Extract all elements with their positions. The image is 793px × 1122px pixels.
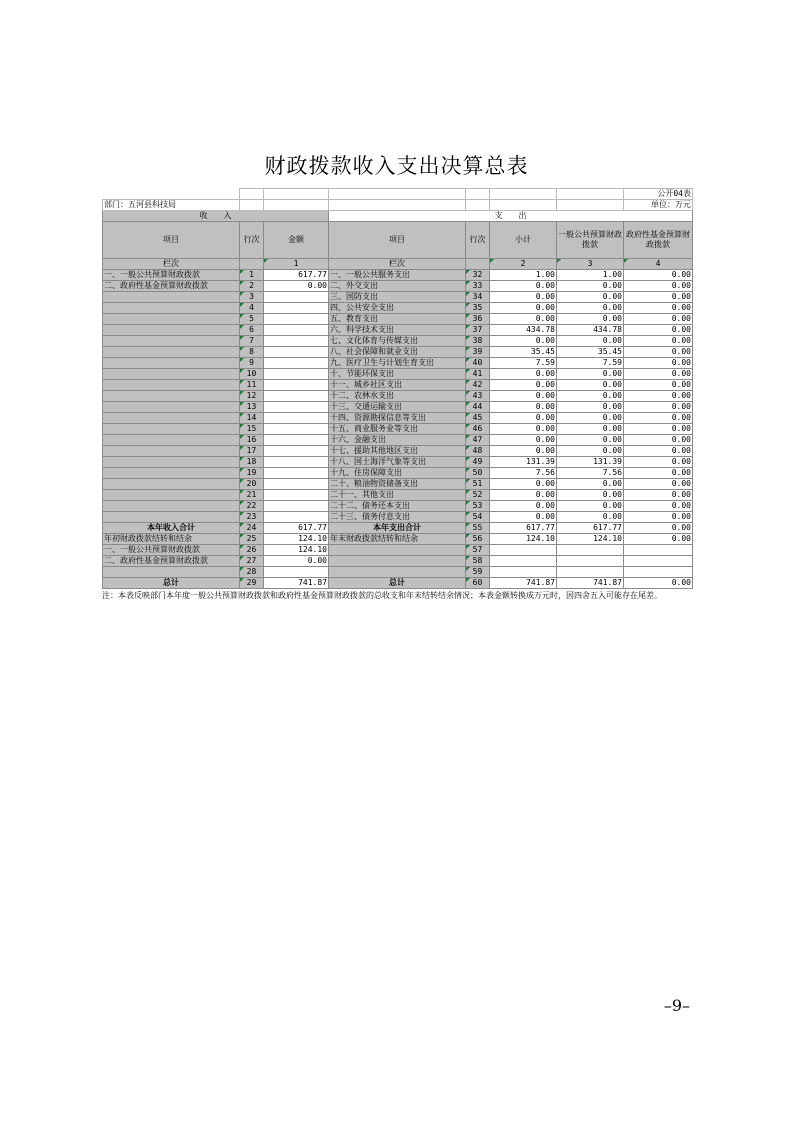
- expense-item: 七、文化体育与传媒支出: [329, 336, 466, 347]
- table-row: [103, 435, 693, 446]
- expense-subtotal: 7.59: [490, 358, 557, 369]
- expense-item: 二十一、其他支出: [329, 490, 466, 501]
- expense-general-budget: 0.00: [557, 336, 624, 347]
- header-subtotal: 小计: [490, 222, 557, 259]
- expense-line-no: 35: [466, 303, 490, 314]
- table-row: [103, 479, 693, 490]
- table-row: [103, 490, 693, 501]
- expense-general-budget: 0.00: [557, 380, 624, 391]
- expense-line-no: 45: [466, 413, 490, 424]
- expense-item: 本年支出合计: [329, 523, 466, 534]
- expense-item: 十三、交通运输支出: [329, 402, 466, 413]
- table-row: [103, 413, 693, 424]
- expense-item: 十六、金融支出: [329, 435, 466, 446]
- income-amount: [264, 413, 329, 424]
- income-line-no: 4: [240, 303, 264, 314]
- income-item: [103, 402, 240, 413]
- income-item: 年初财政拨款结转和结余: [103, 534, 240, 545]
- expense-line-no: 54: [466, 512, 490, 523]
- table-row: [103, 402, 693, 413]
- expense-line-no: 34: [466, 292, 490, 303]
- expense-general-budget: 0.00: [557, 369, 624, 380]
- expense-subtotal: 0.00: [490, 490, 557, 501]
- expense-item: 二十二、债务还本支出: [329, 501, 466, 512]
- expense-subtotal: 0.00: [490, 424, 557, 435]
- income-item: [103, 457, 240, 468]
- expense-line-no: 60: [466, 578, 490, 589]
- expense-line-no: 44: [466, 402, 490, 413]
- expense-line-no: 59: [466, 567, 490, 578]
- col-index-3: 3: [557, 259, 624, 270]
- income-amount: [264, 358, 329, 369]
- income-amount: [264, 567, 329, 578]
- expense-general-budget: 0.00: [557, 402, 624, 413]
- expense-gov-fund: 0.00: [624, 512, 693, 523]
- income-amount: [264, 457, 329, 468]
- col-index-label: 栏次: [103, 259, 240, 270]
- expense-general-budget: 0.00: [557, 512, 624, 523]
- income-amount: 741.87: [264, 578, 329, 589]
- carryover-row: [103, 567, 693, 578]
- expense-line-no: 43: [466, 391, 490, 402]
- expense-gov-fund: 0.00: [624, 424, 693, 435]
- income-item: [103, 413, 240, 424]
- income-item: [103, 479, 240, 490]
- income-amount: 124.10: [264, 545, 329, 556]
- table-row: [103, 380, 693, 391]
- table-row: [103, 292, 693, 303]
- income-line-no: 1: [240, 270, 264, 281]
- expense-gov-fund: 0.00: [624, 281, 693, 292]
- expense-gov-fund: 0.00: [624, 468, 693, 479]
- income-line-no: 16: [240, 435, 264, 446]
- expense-gov-fund: 0.00: [624, 523, 693, 534]
- expense-item: 十五、商业服务业等支出: [329, 424, 466, 435]
- expense-general-budget: [557, 545, 624, 556]
- expense-item: 十七、援助其他地区支出: [329, 446, 466, 457]
- income-amount: [264, 292, 329, 303]
- table-row: [103, 424, 693, 435]
- unit-label: 单位：万元: [624, 200, 693, 211]
- expense-general-budget: 0.00: [557, 303, 624, 314]
- header-general-budget: 一般公共预算财政拨款: [557, 222, 624, 259]
- income-item: 二、政府性基金预算财政拨款: [103, 281, 240, 292]
- department-label: 部门：五河县科技局: [103, 200, 240, 211]
- income-item: [103, 567, 240, 578]
- expense-line-no: 33: [466, 281, 490, 292]
- expense-general-budget: 0.00: [557, 314, 624, 325]
- income-amount: [264, 512, 329, 523]
- income-line-no: 3: [240, 292, 264, 303]
- table-row: [103, 512, 693, 523]
- expense-general-budget: 741.87: [557, 578, 624, 589]
- expense-subtotal: 124.10: [490, 534, 557, 545]
- income-line-no: 11: [240, 380, 264, 391]
- header-item: 项目: [103, 222, 240, 259]
- income-line-no: 15: [240, 424, 264, 435]
- expense-line-no: 47: [466, 435, 490, 446]
- income-amount: [264, 490, 329, 501]
- expense-item: 总计: [329, 578, 466, 589]
- expense-subtotal: 7.56: [490, 468, 557, 479]
- income-item: [103, 325, 240, 336]
- expense-item: 四、公共安全支出: [329, 303, 466, 314]
- income-amount: [264, 501, 329, 512]
- expense-gov-fund: 0.00: [624, 457, 693, 468]
- carryover-row: [103, 556, 693, 567]
- header-gov-fund: 政府性基金预算财政拨款: [624, 222, 693, 259]
- expense-subtotal: [490, 556, 557, 567]
- expense-subtotal: 0.00: [490, 314, 557, 325]
- expense-item: 一、一般公共服务支出: [329, 270, 466, 281]
- income-item: [103, 347, 240, 358]
- income-line-no: 21: [240, 490, 264, 501]
- expense-subtotal: 0.00: [490, 446, 557, 457]
- expense-general-budget: 0.00: [557, 391, 624, 402]
- expense-gov-fund: 0.00: [624, 347, 693, 358]
- expense-general-budget: 131.39: [557, 457, 624, 468]
- income-line-no: 8: [240, 347, 264, 358]
- carryover-row: [103, 545, 693, 556]
- expense-gov-fund: 0.00: [624, 292, 693, 303]
- income-line-no: 14: [240, 413, 264, 424]
- expense-general-budget: 0.00: [557, 435, 624, 446]
- income-amount: 617.77: [264, 523, 329, 534]
- expense-general-budget: 124.10: [557, 534, 624, 545]
- expense-line-no: 48: [466, 446, 490, 457]
- expense-line-no: 32: [466, 270, 490, 281]
- expense-gov-fund: 0.00: [624, 534, 693, 545]
- budget-table-sheet: [102, 188, 692, 589]
- income-line-no: 17: [240, 446, 264, 457]
- expense-gov-fund: 0.00: [624, 314, 693, 325]
- expense-line-no: 56: [466, 534, 490, 545]
- expense-item: 三、国防支出: [329, 292, 466, 303]
- income-item: [103, 358, 240, 369]
- income-line-no: 13: [240, 402, 264, 413]
- expense-general-budget: 0.00: [557, 490, 624, 501]
- expense-gov-fund: 0.00: [624, 369, 693, 380]
- expense-line-no: 53: [466, 501, 490, 512]
- expense-line-no: 52: [466, 490, 490, 501]
- expense-line-no: 42: [466, 380, 490, 391]
- page-number: –9–: [663, 996, 690, 1015]
- expense-general-budget: 0.00: [557, 413, 624, 424]
- expense-general-budget: 35.45: [557, 347, 624, 358]
- section-header-row: [103, 211, 693, 222]
- income-amount: [264, 435, 329, 446]
- income-line-no: 24: [240, 523, 264, 534]
- expense-general-budget: 0.00: [557, 424, 624, 435]
- table-row: [103, 501, 693, 512]
- income-item: [103, 292, 240, 303]
- expense-item: 五、教育支出: [329, 314, 466, 325]
- col-index-label-2: 栏次: [329, 259, 466, 270]
- expense-gov-fund: 0.00: [624, 446, 693, 457]
- income-line-no: 18: [240, 457, 264, 468]
- income-amount: [264, 446, 329, 457]
- income-item: [103, 314, 240, 325]
- income-line-no: 22: [240, 501, 264, 512]
- expense-subtotal: 1.00: [490, 270, 557, 281]
- income-line-no: 12: [240, 391, 264, 402]
- income-line-no: 5: [240, 314, 264, 325]
- income-line-no: 27: [240, 556, 264, 567]
- expense-general-budget: 0.00: [557, 446, 624, 457]
- expense-gov-fund: 0.00: [624, 490, 693, 501]
- expense-section-header: 支 出: [329, 211, 693, 222]
- expense-subtotal: 0.00: [490, 391, 557, 402]
- expense-line-no: 40: [466, 358, 490, 369]
- department-row: [103, 200, 693, 211]
- table-row: [103, 446, 693, 457]
- expense-line-no: 55: [466, 523, 490, 534]
- expense-subtotal: [490, 567, 557, 578]
- expense-line-no: 46: [466, 424, 490, 435]
- expense-gov-fund: 0.00: [624, 380, 693, 391]
- table-row: [103, 270, 693, 281]
- expense-gov-fund: 0.00: [624, 336, 693, 347]
- header-amount: 金额: [264, 222, 329, 259]
- income-item: [103, 391, 240, 402]
- expense-gov-fund: [624, 567, 693, 578]
- expense-subtotal: 0.00: [490, 292, 557, 303]
- income-item: [103, 424, 240, 435]
- expense-general-budget: 617.77: [557, 523, 624, 534]
- expense-line-no: 58: [466, 556, 490, 567]
- income-line-no: 29: [240, 578, 264, 589]
- expense-gov-fund: 0.00: [624, 358, 693, 369]
- income-line-no: 10: [240, 369, 264, 380]
- expense-line-no: 49: [466, 457, 490, 468]
- carryover-row: [103, 534, 693, 545]
- expense-line-no: 39: [466, 347, 490, 358]
- income-item: 总计: [103, 578, 240, 589]
- income-line-no: 20: [240, 479, 264, 490]
- expense-item: 年末财政拨款结转和结余: [329, 534, 466, 545]
- expense-subtotal: 434.78: [490, 325, 557, 336]
- expense-gov-fund: 0.00: [624, 270, 693, 281]
- income-amount: 0.00: [264, 556, 329, 567]
- income-amount: [264, 369, 329, 380]
- expense-gov-fund: 0.00: [624, 435, 693, 446]
- income-amount: [264, 380, 329, 391]
- expense-item: 十九、住房保障支出: [329, 468, 466, 479]
- form-number: 公开04表: [624, 189, 693, 200]
- expense-gov-fund: 0.00: [624, 325, 693, 336]
- income-item: [103, 369, 240, 380]
- income-amount: [264, 336, 329, 347]
- col-index-4: 4: [624, 259, 693, 270]
- expense-gov-fund: [624, 545, 693, 556]
- income-amount: [264, 314, 329, 325]
- expense-item: [329, 556, 466, 567]
- table-row: [103, 369, 693, 380]
- income-amount: [264, 303, 329, 314]
- income-amount: [264, 391, 329, 402]
- income-item: [103, 380, 240, 391]
- income-item: 二、政府性基金预算财政拨款: [103, 556, 240, 567]
- expense-line-no: 38: [466, 336, 490, 347]
- income-item: 本年收入合计: [103, 523, 240, 534]
- income-amount: [264, 325, 329, 336]
- table-row: [103, 391, 693, 402]
- expense-subtotal: 0.00: [490, 380, 557, 391]
- income-line-no: 26: [240, 545, 264, 556]
- expense-subtotal: 0.00: [490, 336, 557, 347]
- expense-item: 十、节能环保支出: [329, 369, 466, 380]
- col-index-2: 2: [490, 259, 557, 270]
- income-line-no: 9: [240, 358, 264, 369]
- expense-gov-fund: 0.00: [624, 501, 693, 512]
- expense-gov-fund: [624, 556, 693, 567]
- column-index-row: [103, 259, 693, 270]
- page-title: 财政拨款收入支出决算总表: [264, 154, 529, 178]
- income-item: 一、一般公共预算财政拨款: [103, 545, 240, 556]
- expense-subtotal: 0.00: [490, 402, 557, 413]
- table-row: [103, 347, 693, 358]
- income-item: [103, 490, 240, 501]
- expense-subtotal: 0.00: [490, 369, 557, 380]
- expense-subtotal: 741.87: [490, 578, 557, 589]
- table-note: 注：本表反映部门本年度一般公共预算财政拨款和政府性基金预算财政拨款的总收支和年末结转结余情况；本表金额转换成万元时，因四舍五入可能存在尾差。: [102, 591, 662, 600]
- expense-general-budget: 7.56: [557, 468, 624, 479]
- col-index-1: 1: [264, 259, 329, 270]
- column-header-row: [103, 222, 693, 259]
- expense-line-no: 41: [466, 369, 490, 380]
- expense-general-budget: 0.00: [557, 281, 624, 292]
- income-amount: [264, 402, 329, 413]
- table-row: [103, 314, 693, 325]
- header-line: 行次: [240, 222, 264, 259]
- income-amount: [264, 468, 329, 479]
- expense-general-budget: 434.78: [557, 325, 624, 336]
- income-amount: 124.10: [264, 534, 329, 545]
- expense-line-no: 37: [466, 325, 490, 336]
- expense-gov-fund: 0.00: [624, 402, 693, 413]
- expense-line-no: 50: [466, 468, 490, 479]
- expense-item: [329, 545, 466, 556]
- expense-item: 九、医疗卫生与计划生育支出: [329, 358, 466, 369]
- expense-general-budget: 7.59: [557, 358, 624, 369]
- expense-line-no: 57: [466, 545, 490, 556]
- income-item: [103, 435, 240, 446]
- expense-subtotal: 131.39: [490, 457, 557, 468]
- form-number-row: [103, 189, 693, 200]
- income-item: [103, 512, 240, 523]
- expense-item: 二十三、债务付息支出: [329, 512, 466, 523]
- expense-general-budget: 0.00: [557, 479, 624, 490]
- expense-subtotal: 0.00: [490, 479, 557, 490]
- expense-subtotal: 0.00: [490, 512, 557, 523]
- expense-subtotal: 0.00: [490, 501, 557, 512]
- income-amount: [264, 347, 329, 358]
- expense-item: 八、社会保障和就业支出: [329, 347, 466, 358]
- expense-item: 十八、国土海洋气象等支出: [329, 457, 466, 468]
- expense-subtotal: 0.00: [490, 413, 557, 424]
- header-line-2: 行次: [466, 222, 490, 259]
- expense-gov-fund: 0.00: [624, 391, 693, 402]
- income-amount: [264, 424, 329, 435]
- expense-item: 十四、资源勘探信息等支出: [329, 413, 466, 424]
- income-item: [103, 446, 240, 457]
- expense-general-budget: [557, 567, 624, 578]
- expense-subtotal: 0.00: [490, 435, 557, 446]
- expense-line-no: 51: [466, 479, 490, 490]
- expense-item: 二、外交支出: [329, 281, 466, 292]
- expense-item: 六、科学技术支出: [329, 325, 466, 336]
- income-line-no: 28: [240, 567, 264, 578]
- income-amount: [264, 479, 329, 490]
- income-line-no: 7: [240, 336, 264, 347]
- expense-item: 十一、城乡社区支出: [329, 380, 466, 391]
- table-row: [103, 325, 693, 336]
- grand-total-row: [103, 578, 693, 589]
- expense-subtotal: 35.45: [490, 347, 557, 358]
- expense-general-budget: 0.00: [557, 292, 624, 303]
- table-row: [103, 281, 693, 292]
- income-item: [103, 336, 240, 347]
- income-amount: 617.77: [264, 270, 329, 281]
- expense-subtotal: 0.00: [490, 281, 557, 292]
- expense-subtotal: 617.77: [490, 523, 557, 534]
- income-item: [103, 501, 240, 512]
- expense-general-budget: 0.00: [557, 501, 624, 512]
- expense-item: [329, 567, 466, 578]
- income-line-no: 2: [240, 281, 264, 292]
- expense-gov-fund: 0.00: [624, 413, 693, 424]
- table-row: [103, 303, 693, 314]
- table-row: [103, 336, 693, 347]
- table-row: [103, 358, 693, 369]
- expense-subtotal: [490, 545, 557, 556]
- income-item: [103, 468, 240, 479]
- income-line-no: 25: [240, 534, 264, 545]
- expense-gov-fund: 0.00: [624, 578, 693, 589]
- income-line-no: 23: [240, 512, 264, 523]
- expense-item: 二十、粮油物资储备支出: [329, 479, 466, 490]
- expense-subtotal: 0.00: [490, 303, 557, 314]
- income-amount: 0.00: [264, 281, 329, 292]
- income-section-header: 收 入: [103, 211, 329, 222]
- income-item: [103, 303, 240, 314]
- expense-gov-fund: 0.00: [624, 303, 693, 314]
- income-item: 一、一般公共预算财政拨款: [103, 270, 240, 281]
- table-row: [103, 457, 693, 468]
- expense-item: 十二、农林水支出: [329, 391, 466, 402]
- table-row: [103, 468, 693, 479]
- income-line-no: 19: [240, 468, 264, 479]
- income-line-no: 6: [240, 325, 264, 336]
- header-item-2: 项目: [329, 222, 466, 259]
- expense-gov-fund: 0.00: [624, 479, 693, 490]
- expense-general-budget: 1.00: [557, 270, 624, 281]
- budget-table: [102, 188, 693, 589]
- year-total-row: [103, 523, 693, 534]
- expense-general-budget: [557, 556, 624, 567]
- expense-line-no: 36: [466, 314, 490, 325]
